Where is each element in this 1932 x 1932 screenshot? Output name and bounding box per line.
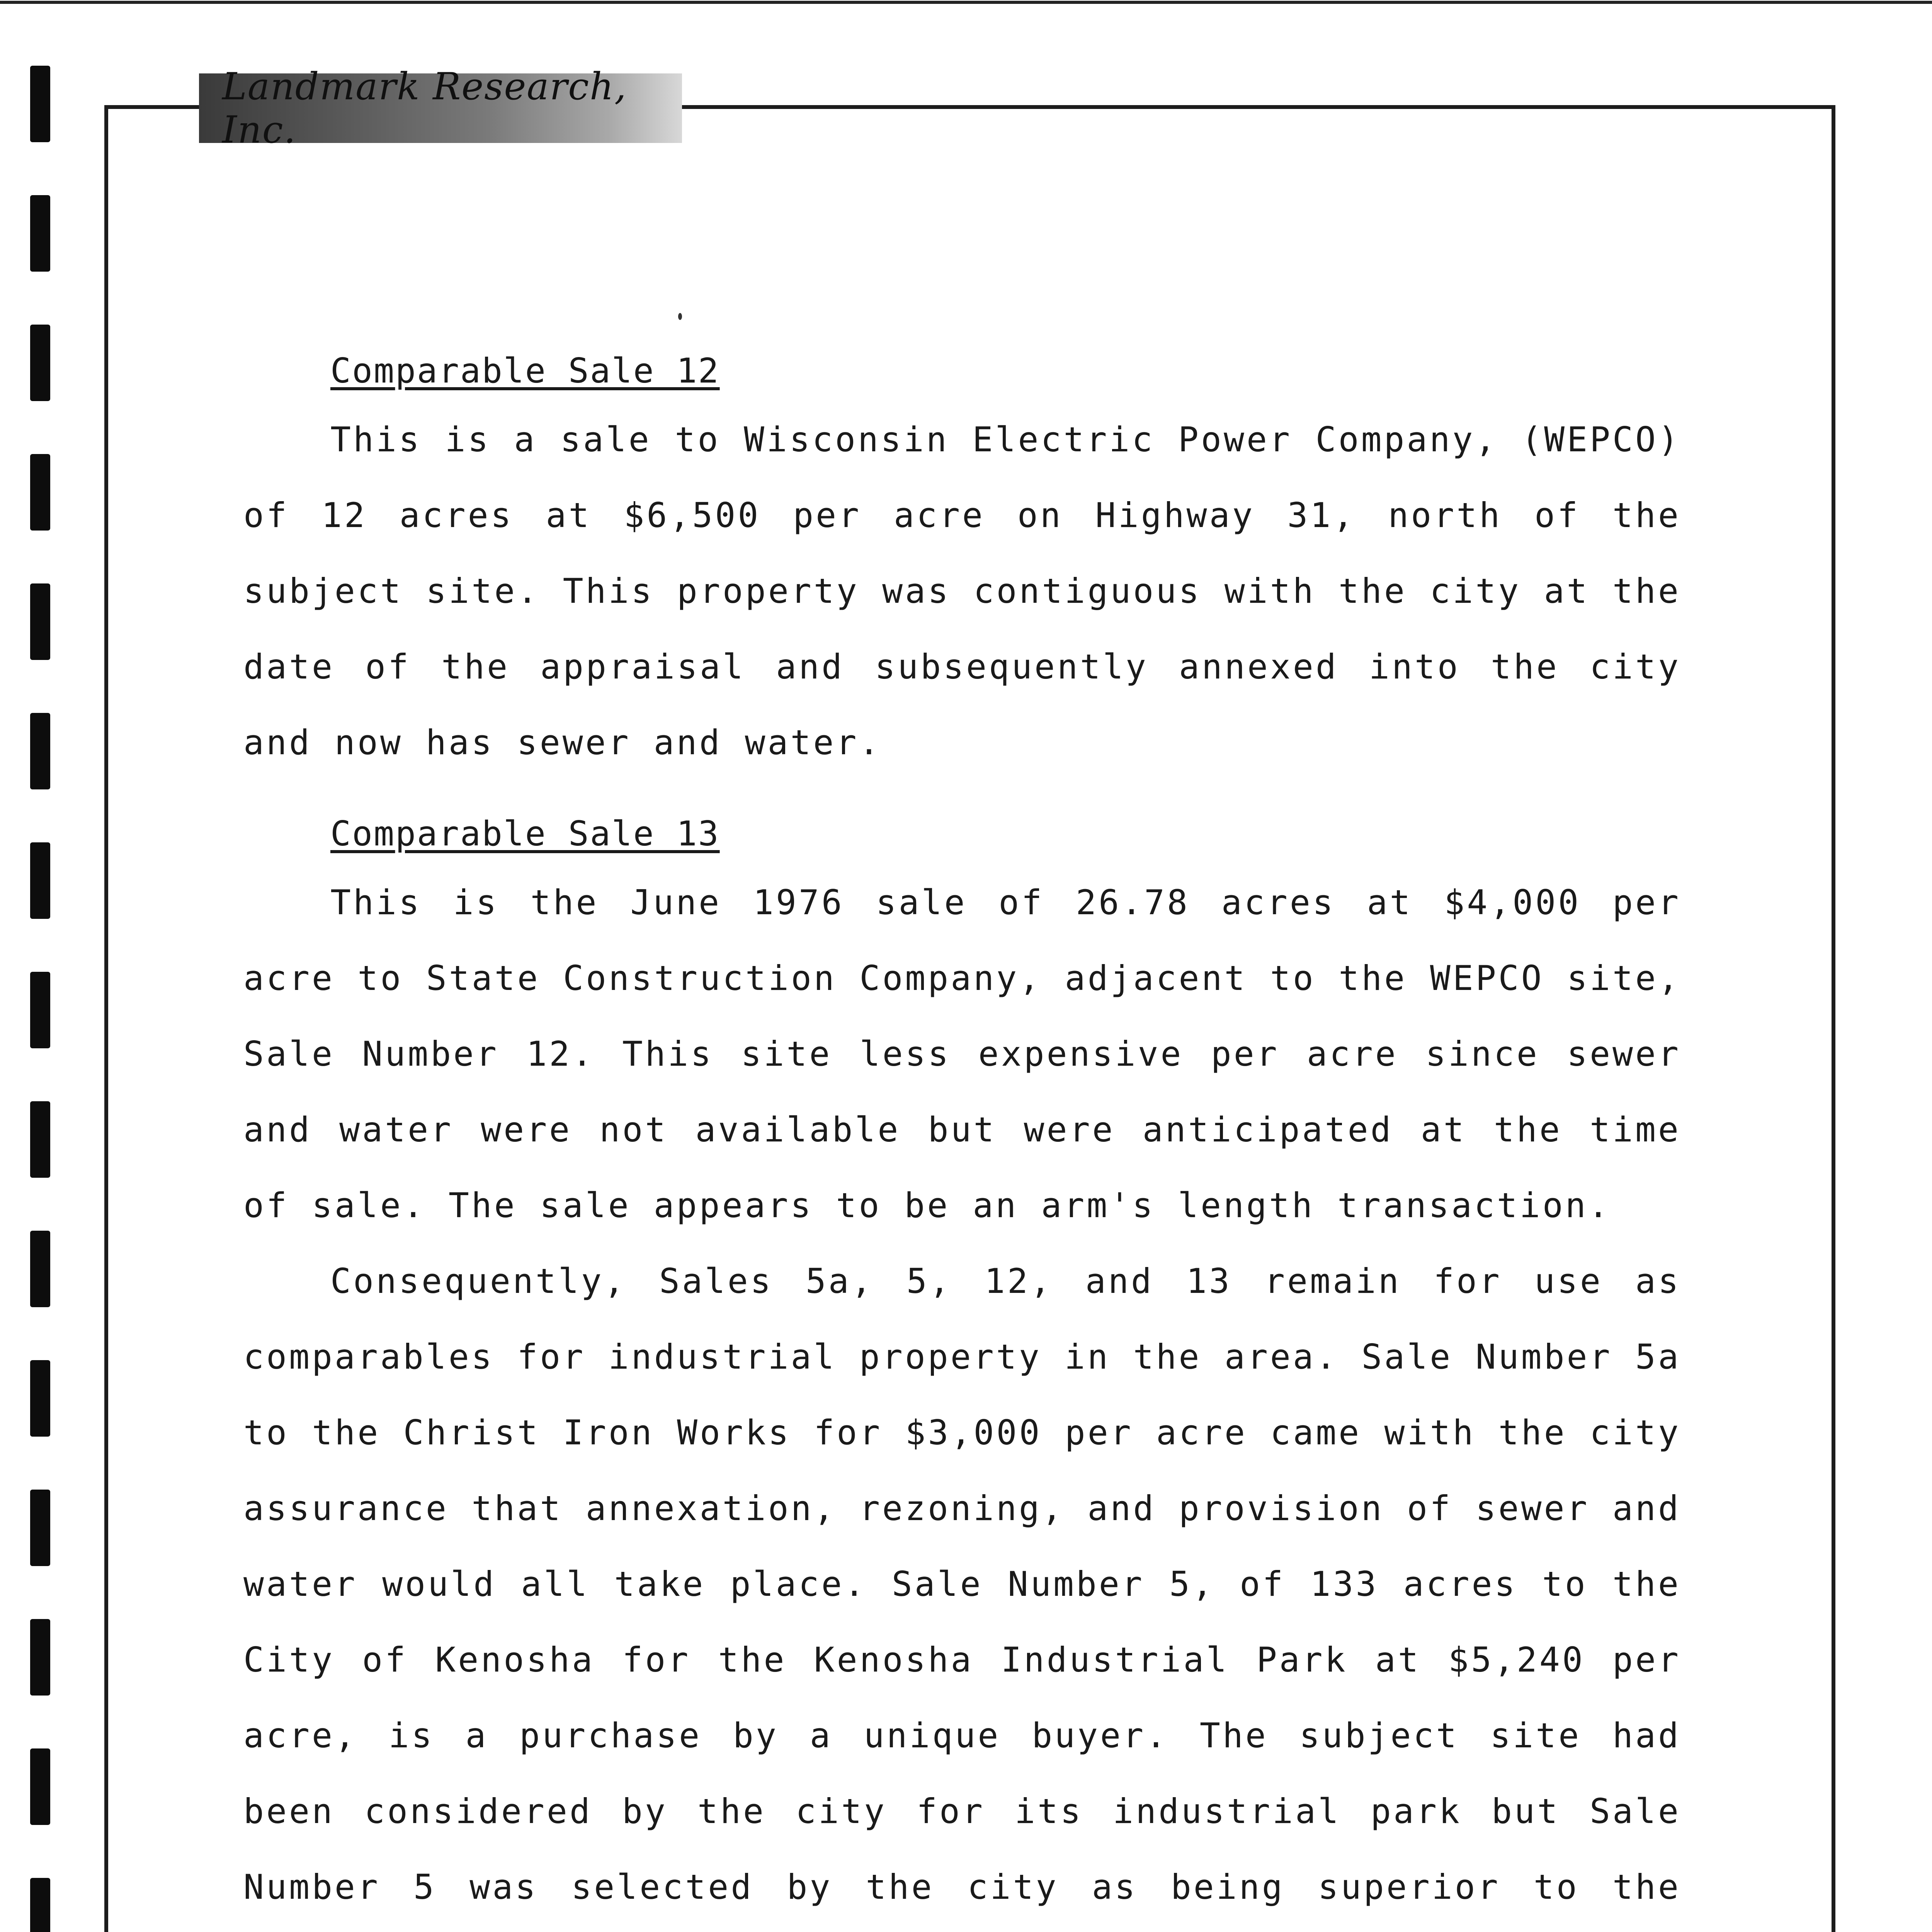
scan-top-edge [0, 0, 1932, 4]
section-text-sale-13: This is the June 1976 sale of 26.78 acres at $4,000 per acre to State Construction Company, adjacent to the WEPCO site, Sale Number 12. This site less expensive per acre since sewer and water were not available but were anticipated at the time of sale. The sale appears to be an arm's length transaction. [243, 883, 1681, 1225]
binder-hole [30, 713, 50, 789]
binder-hole [30, 1748, 50, 1825]
binder-hole [30, 195, 50, 272]
binder-hole [30, 1878, 50, 1932]
section-heading-sale-13: Comparable Sale 13 [330, 814, 720, 854]
binder-hole [30, 454, 50, 531]
company-logo-text: Landmark Research, Inc. [222, 65, 627, 151]
binder-hole [30, 842, 50, 919]
binder-hole [30, 1231, 50, 1307]
scan-speck [678, 313, 682, 320]
binder-hole [30, 583, 50, 660]
binder-hole [30, 1490, 50, 1566]
binder-hole [30, 972, 50, 1048]
section-text-sale-12: This is a sale to Wisconsin Electric Power Company, (WEPCO) of 12 acres at $6,500 per acre on Highway 31, north of the subject site. This property was contiguous with the city at the date of the appraisal and subsequently annexed into the city and now has sewer and water. [243, 420, 1681, 762]
closing-paragraph: Consequently, Sales 5a, 5, 12, and 13 remain for use as comparables for industrial property in the area. Sale Number 5a to the Christ Iron Works for $3,000 per acre came with the city assurance that annexation, rezoning, and provision of sewer and water would all take place. Sale Number 5, of 133 acres to the City of Kenosha for the Kenosha Industrial Park at $5,240 per acre, is a purchase by a unique buyer. The subject site had been considered by the city for its industrial park but Sale Number 5 was selected by the city as being superior to the [243, 1261, 1681, 1907]
company-logo [199, 65, 682, 151]
binder-holes [30, 66, 53, 1932]
section-heading-sale-12: Comparable Sale 12 [330, 351, 720, 391]
binder-hole [30, 66, 50, 142]
document-body [243, 340, 1681, 1932]
binder-hole [30, 325, 50, 401]
binder-hole [30, 1360, 50, 1437]
binder-hole [30, 1619, 50, 1696]
binder-hole [30, 1101, 50, 1178]
